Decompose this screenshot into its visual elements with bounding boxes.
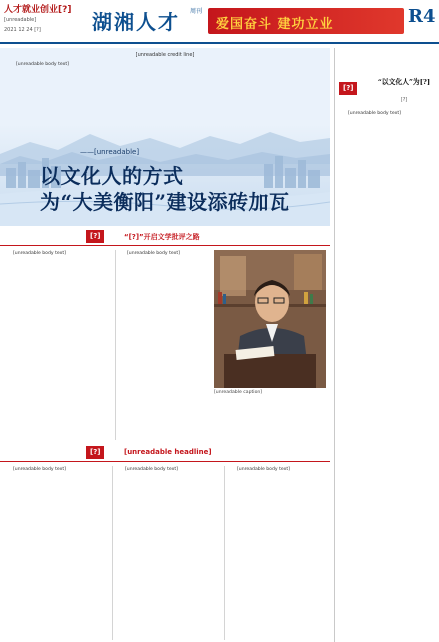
sidebar-byline: [?]	[400, 98, 408, 103]
slogan-text: 爱国奋斗 建功立业	[216, 17, 334, 32]
sidebar-name-tag: [?]	[339, 82, 357, 95]
page-title: 湖湘人才	[92, 10, 180, 34]
portrait-photo	[214, 250, 326, 388]
masthead-rule	[0, 42, 439, 44]
masthead-sub-line: [unreadable]	[4, 17, 37, 23]
article-2-column-2: [unreadable body text]	[125, 467, 178, 472]
article-1-name-tag: [?]	[86, 230, 104, 243]
slogan-banner	[208, 8, 404, 34]
article-2-column-3: [unreadable body text]	[237, 467, 290, 472]
article-2	[0, 446, 330, 642]
sidebar-commentary	[334, 48, 439, 642]
newspaper-brand: 人才就业创业[?]	[4, 5, 72, 15]
column-divider	[112, 466, 113, 640]
feature-lead-paragraph: [unreadable body text]	[16, 62, 69, 67]
newspaper-brand-block	[4, 2, 86, 40]
article-1-column-2: [unreadable body text]	[127, 251, 180, 256]
article-2-rule	[0, 461, 330, 462]
photo-caption: [unreadable caption]	[214, 390, 263, 395]
article-1-headline: “[?]”开启文学批评之路	[124, 233, 200, 241]
sidebar-body: [unreadable body text]	[348, 111, 401, 116]
article-2-column-1: [unreadable body text]	[13, 467, 66, 472]
article-2-headline: [unreadable headline]	[124, 448, 212, 456]
article-2-name-tag: [?]	[86, 446, 104, 459]
column-divider	[115, 250, 116, 440]
masthead	[0, 0, 439, 44]
page-number: R4	[408, 6, 436, 27]
feature-credit: [unreadable credit line]	[135, 52, 195, 58]
article-1-column-1: [unreadable body text]	[13, 251, 66, 256]
sidebar-title: “以文化人”为[?]	[377, 78, 431, 86]
portrait-illustration	[214, 250, 326, 388]
feature-headline-line-1: 以文化人的方式	[40, 164, 184, 188]
feature-intro	[6, 52, 324, 118]
column-divider	[224, 466, 225, 640]
article-1	[0, 230, 330, 442]
feature-kicker: ——[unreadable]	[80, 148, 140, 156]
feature-headline	[40, 164, 290, 215]
feature-story	[0, 48, 330, 226]
weekly-label: 周刊	[190, 8, 203, 15]
issue-date: 2021 12 24 [?]	[4, 26, 41, 33]
article-1-rule	[0, 245, 330, 246]
feature-headline-line-2: 为“大美衡阳”建设添砖加瓦	[40, 189, 290, 214]
